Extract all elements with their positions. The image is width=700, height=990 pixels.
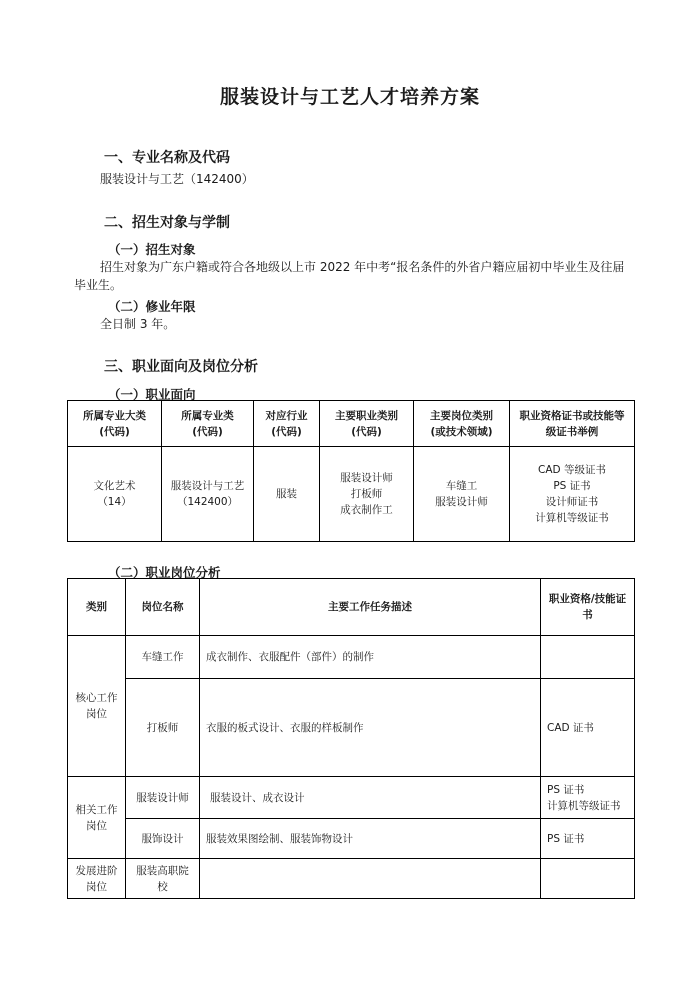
position-name-cell: 车缝工作 [126,636,200,679]
header-cell: 主要职业类别 (代码) [320,401,414,447]
header-cell: 对应行业 (代码) [254,401,320,447]
subheading-duration: （二）修业年限 [108,299,196,314]
table-row [68,636,635,679]
page-title: 服装设计与工艺人才培养方案 [219,86,480,108]
table-row [68,819,635,859]
subheading-career-orientation: （一）职业面向 [108,387,196,402]
category-cell: 相关工作 岗位 [68,777,126,859]
subheading-position-analysis: （二）职业岗位分析 [108,565,221,580]
table-header-row [68,579,635,636]
enrollment-text-line-2: 毕业生。 [74,278,123,292]
section-2-heading: 二、招生对象与学制 [104,215,230,231]
section-3-heading: 三、职业面向及岗位分析 [104,359,258,375]
table-cell: CAD 等级证书 PS 证书 设计师证书 计算机等级证书 [510,447,635,542]
table-row [68,679,635,777]
table-cell: 服装 [254,447,320,542]
category-cell: 核心工作 岗位 [68,636,126,777]
header-cell: 主要工作任务描述 [200,579,541,636]
header-cell: 职业资格/技能证书 [541,579,635,636]
table-cell: 服装设计与工艺 （142400） [162,447,254,542]
task-cell: 服装效果图绘制、服装饰物设计 [200,819,541,859]
career-orientation-table [67,400,635,542]
task-cell: 服装设计、成衣设计 [200,777,541,819]
table-row [68,447,635,542]
table-header-row [68,401,635,447]
header-cell: 主要岗位类别 (或技术领域) [414,401,510,447]
position-name-cell: 打板师 [126,679,200,777]
table-cell: 车缝工 服装设计师 [414,447,510,542]
duration-text: 全日制 3 年。 [100,317,176,331]
cert-cell [541,636,635,679]
cert-cell: PS 证书 计算机等级证书 [541,777,635,819]
subheading-enrollment: （一）招生对象 [108,242,196,257]
table-cell: 服装设计师 打板师 成衣制作工 [320,447,414,542]
task-cell: 衣服的板式设计、衣服的样板制作 [200,679,541,777]
header-cell: 所属专业类 (代码) [162,401,254,447]
header-cell: 类别 [68,579,126,636]
category-cell: 发展进阶 岗位 [68,859,126,899]
cert-cell [541,859,635,899]
cert-cell: PS 证书 [541,819,635,859]
task-cell [200,859,541,899]
major-name-code: 服装设计与工艺（142400） [100,172,254,186]
cert-cell: CAD 证书 [541,679,635,777]
enrollment-text-line-1: 招生对象为广东户籍或符合各地级以上市 2022 年中考“报名条件的外省户籍应届初中毕业生及往届 [100,260,625,274]
table-row [68,859,635,899]
position-name-cell: 服装设计师 [126,777,200,819]
header-cell: 所属专业大类 (代码) [68,401,162,447]
position-name-cell: 服装高职院 校 [126,859,200,899]
position-name-cell: 服饰设计 [126,819,200,859]
task-cell: 成衣制作、衣服配件（部件）的制作 [200,636,541,679]
table-cell: 文化艺术 （14） [68,447,162,542]
header-cell: 职业资格证书或技能等 级证书举例 [510,401,635,447]
table-row [68,777,635,819]
section-1-heading: 一、专业名称及代码 [104,150,230,166]
position-analysis-table [67,578,635,899]
header-cell: 岗位名称 [126,579,200,636]
